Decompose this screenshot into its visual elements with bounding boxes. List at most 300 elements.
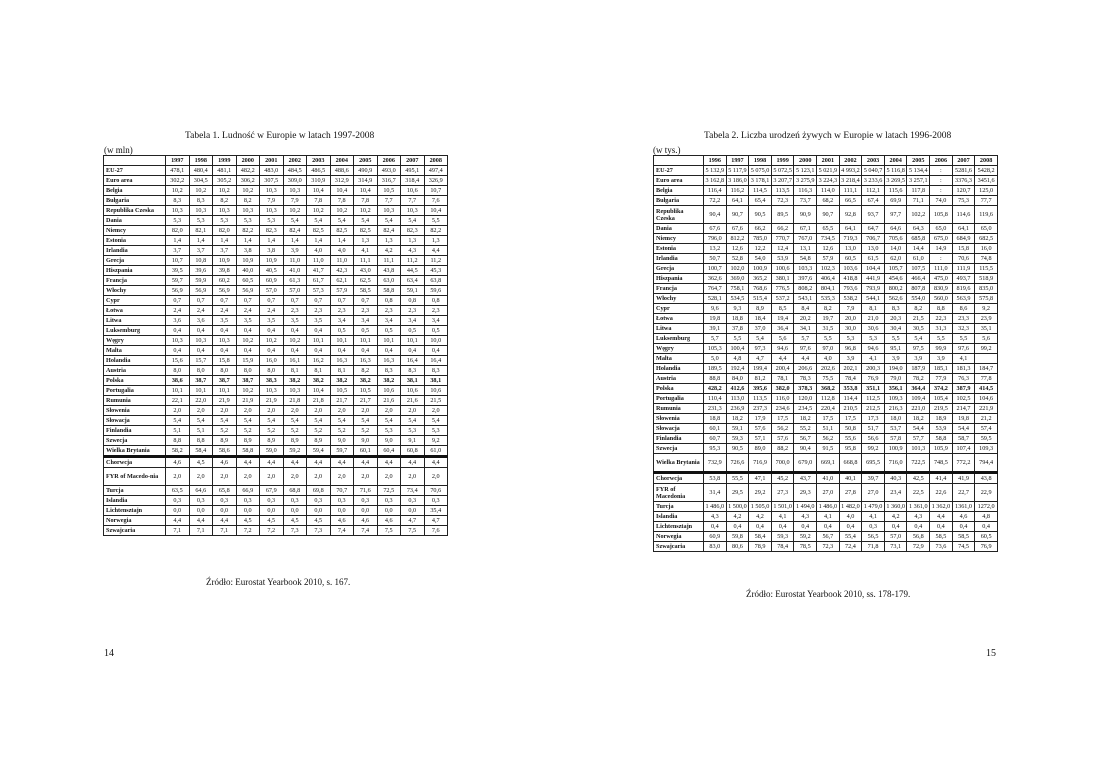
value-cell: 5,7 [794, 334, 817, 344]
value-cell: 8,3 [884, 304, 907, 314]
value-cell: 535,3 [817, 294, 840, 304]
value-cell: 57,6 [771, 434, 794, 444]
value-cell: 53,9 [930, 424, 953, 434]
value-cell: 16,4 [424, 356, 448, 366]
value-cell: 1 500,0 [726, 502, 749, 512]
value-cell: 4,2 [377, 246, 401, 256]
value-cell: 4,1 [771, 512, 794, 522]
table-row [104, 356, 448, 366]
value-cell: 4,3 [704, 512, 727, 522]
value-cell: 0,0 [377, 506, 401, 516]
value-cell: 307,5 [260, 176, 284, 186]
value-cell: 100,9 [884, 444, 907, 454]
value-cell: 3,8 [260, 246, 284, 256]
country-label: Estonia [654, 244, 704, 254]
value-cell: 1,4 [260, 236, 284, 246]
value-cell: 8,9 [307, 436, 331, 446]
value-cell: 719,3 [839, 234, 862, 244]
value-cell: 378,3 [794, 384, 817, 394]
value-cell: 11,2 [401, 256, 425, 266]
value-cell: 59,6 [424, 286, 448, 296]
value-cell: 18,8 [704, 414, 727, 424]
value-cell: 11,1 [377, 256, 401, 266]
value-cell: 58,8 [377, 286, 401, 296]
table-row [654, 444, 998, 454]
value-cell: 35,4 [424, 506, 448, 516]
value-cell: 78,3 [794, 374, 817, 384]
value-cell: 79,0 [884, 374, 907, 384]
value-cell: 10,2 [260, 336, 284, 346]
value-cell: 43,7 [794, 473, 817, 484]
value-cell: 4,4 [189, 516, 213, 526]
value-cell: 10,2 [166, 186, 190, 196]
value-cell: 70,7 [330, 486, 354, 496]
value-cell: 0,4 [817, 522, 840, 532]
value-cell: 105,8 [930, 206, 953, 224]
table-row [654, 324, 998, 334]
value-cell: 10,7 [166, 256, 190, 266]
value-cell: 0,0 [307, 506, 331, 516]
value-cell: 10,4 [307, 186, 331, 196]
value-cell: 0,8 [401, 296, 425, 306]
table-row [104, 196, 448, 206]
value-cell: 58,5 [952, 532, 975, 542]
value-cell: 2,3 [330, 306, 354, 316]
value-cell: 4,2 [884, 512, 907, 522]
value-cell: 14,9 [930, 244, 953, 254]
value-cell: 120,7 [952, 186, 975, 196]
value-cell: 38,6 [166, 376, 190, 386]
value-cell: 544,1 [862, 294, 885, 304]
value-cell: 31,3 [930, 324, 953, 334]
value-cell: 5,6 [975, 334, 998, 344]
value-cell: 14,0 [884, 244, 907, 254]
value-cell: 10,3 [213, 336, 237, 346]
value-cell: 314,9 [354, 176, 378, 186]
value-cell: 5,6 [771, 334, 794, 344]
value-cell: 2,0 [283, 406, 307, 416]
value-cell: 21,7 [354, 396, 378, 406]
value-cell: 5,2 [330, 426, 354, 436]
value-cell: 10,3 [260, 186, 284, 196]
value-cell: 65,0 [975, 224, 998, 234]
value-cell: 4,6 [952, 512, 975, 522]
value-cell: 478,1 [166, 166, 190, 176]
value-cell: 830,9 [930, 284, 953, 294]
country-label: Bułgaria [104, 196, 166, 206]
value-cell: 732,9 [704, 454, 727, 473]
value-cell: 3,5 [307, 316, 331, 326]
value-cell: 0,4 [260, 326, 284, 336]
value-cell: 60,1 [354, 446, 378, 457]
value-cell: 40,0 [236, 266, 260, 276]
value-cell: 65,0 [930, 224, 953, 234]
value-cell: 110,4 [704, 394, 727, 404]
value-cell: 2,0 [377, 468, 401, 486]
value-cell: 4,4 [401, 457, 425, 468]
year-header: 2000 [794, 156, 817, 166]
value-cell: 0,4 [307, 346, 331, 356]
value-cell: 793,6 [839, 284, 862, 294]
value-cell: 181,3 [952, 364, 975, 374]
value-cell: 466,4 [907, 274, 930, 284]
value-cell: : [930, 254, 953, 264]
value-cell: 0,7 [260, 296, 284, 306]
value-cell: 4,7 [401, 516, 425, 526]
value-cell: 56,7 [794, 434, 817, 444]
value-cell: 10,1 [213, 386, 237, 396]
value-cell: 105,3 [704, 344, 727, 354]
value-cell: 17,9 [749, 414, 772, 424]
value-cell: 5,2 [236, 426, 260, 436]
value-cell: 0,4 [189, 326, 213, 336]
value-cell: 5,3 [862, 334, 885, 344]
value-cell: 835,0 [975, 284, 998, 294]
value-cell: 4,4 [330, 457, 354, 468]
value-cell: 55,2 [794, 424, 817, 434]
value-cell: 16,0 [975, 244, 998, 254]
value-cell: 0,0 [260, 506, 284, 516]
value-cell: 414,5 [975, 384, 998, 394]
country-label: Dania [654, 224, 704, 234]
value-cell: 67,6 [704, 224, 727, 234]
value-cell: 65,4 [749, 196, 772, 206]
value-cell: 554,0 [907, 294, 930, 304]
value-cell: 2,0 [283, 468, 307, 486]
value-cell: 8,0 [260, 366, 284, 376]
country-label: Polska [654, 384, 704, 394]
value-cell: 560,0 [930, 294, 953, 304]
country-label: Portugalia [654, 394, 704, 404]
value-cell: 5,5 [424, 216, 448, 226]
value-cell: 72,3 [771, 196, 794, 206]
value-cell: 60,2 [213, 276, 237, 286]
value-cell: 54,4 [907, 424, 930, 434]
value-cell: 8,8 [930, 304, 953, 314]
value-cell: 0,0 [236, 506, 260, 516]
value-cell: 382,0 [771, 384, 794, 394]
value-cell: 706,7 [862, 234, 885, 244]
table-row [654, 244, 998, 254]
country-label: Norwegia [654, 532, 704, 542]
value-cell: 11,1 [354, 256, 378, 266]
value-cell: 316,7 [377, 176, 401, 186]
value-cell: 99,9 [930, 344, 953, 354]
value-cell: 722,5 [907, 454, 930, 473]
value-cell: 21,6 [377, 396, 401, 406]
table-row [654, 176, 998, 186]
value-cell: 69,9 [884, 196, 907, 206]
value-cell: 0,4 [975, 522, 998, 532]
value-cell: 5,4 [189, 416, 213, 426]
value-cell: 10,2 [283, 336, 307, 346]
value-cell: 69,8 [307, 486, 331, 496]
value-cell: 16,4 [401, 356, 425, 366]
value-cell: 669,1 [817, 454, 840, 473]
value-cell: 2,4 [189, 306, 213, 316]
header-corner [104, 156, 166, 166]
value-cell: 82,2 [424, 226, 448, 236]
table-row [654, 334, 998, 344]
value-cell: 8,9 [260, 436, 284, 446]
value-cell: 59,7 [166, 276, 190, 286]
value-cell: 38,1 [401, 376, 425, 386]
value-cell: 38,2 [330, 376, 354, 386]
value-cell: 0,4 [424, 346, 448, 356]
value-cell: 4,5 [236, 516, 260, 526]
country-label: Norwegia [104, 516, 166, 526]
value-cell: 219,5 [930, 404, 953, 414]
value-cell: 0,4 [283, 346, 307, 356]
value-cell: 8,1 [283, 366, 307, 376]
country-label: Niemcy [654, 234, 704, 244]
value-cell: 72,5 [377, 486, 401, 496]
value-cell: 88,8 [704, 374, 727, 384]
year-header: 2008 [975, 156, 998, 166]
value-cell: 15,8 [952, 244, 975, 254]
value-cell: 8,0 [236, 366, 260, 376]
value-cell: 113,5 [749, 394, 772, 404]
value-cell: 71,8 [862, 542, 885, 552]
country-label: Euro area [654, 176, 704, 186]
value-cell: 2,3 [424, 306, 448, 316]
country-label: Węgry [104, 336, 166, 346]
value-cell: 1,3 [401, 236, 425, 246]
value-cell: 537,2 [771, 294, 794, 304]
value-cell: 21,7 [330, 396, 354, 406]
table-row [104, 336, 448, 346]
table-row [104, 506, 448, 516]
value-cell: 0,4 [930, 522, 953, 532]
value-cell: 397,6 [794, 274, 817, 284]
value-cell: 8,9 [749, 304, 772, 314]
value-cell: 7,8 [354, 196, 378, 206]
value-cell: 5,4 [749, 334, 772, 344]
value-cell: 67,6 [726, 224, 749, 234]
value-cell: 73,4 [401, 486, 425, 496]
value-cell: 43,0 [354, 266, 378, 276]
value-cell: 78,9 [749, 542, 772, 552]
table-row [654, 274, 998, 284]
value-cell: 104,6 [975, 394, 998, 404]
value-cell: 82,0 [213, 226, 237, 236]
country-label: Austria [104, 366, 166, 376]
country-label: Bułgaria [654, 196, 704, 206]
value-cell: 5,3 [424, 426, 448, 436]
value-cell: 9,1 [401, 436, 425, 446]
value-cell: 114,4 [839, 394, 862, 404]
country-label: Słowenia [654, 414, 704, 424]
value-cell: 5,3 [189, 216, 213, 226]
value-cell: 27,3 [771, 484, 794, 502]
value-cell: 54,8 [794, 254, 817, 264]
value-cell: 483,0 [260, 166, 284, 176]
year-header: 2005 [354, 156, 378, 166]
value-cell: 57,7 [907, 434, 930, 444]
value-cell: 59,8 [726, 532, 749, 542]
value-cell: 76,9 [862, 374, 885, 384]
value-cell: 192,4 [726, 364, 749, 374]
value-cell: 60,5 [839, 254, 862, 264]
value-cell: 5 134,4 [907, 166, 930, 176]
value-cell: 5 072,5 [771, 166, 794, 176]
value-cell: 58,8 [930, 434, 953, 444]
table-row [104, 406, 448, 416]
value-cell: 8,9 [283, 436, 307, 446]
value-cell: 5,4 [377, 216, 401, 226]
value-cell: 7,1 [166, 526, 190, 536]
table-row [104, 166, 448, 176]
table-row [654, 294, 998, 304]
value-cell: 1,4 [189, 236, 213, 246]
value-cell: 45,3 [424, 266, 448, 276]
value-cell: 105,7 [884, 264, 907, 274]
value-cell: 43,8 [377, 266, 401, 276]
value-cell: 4,6 [330, 516, 354, 526]
value-cell: 11,0 [307, 256, 331, 266]
value-cell: 200,3 [862, 364, 885, 374]
value-cell: 39,1 [704, 324, 727, 334]
value-cell: 8,3 [424, 366, 448, 376]
value-cell: 0,0 [401, 506, 425, 516]
table-row [654, 384, 998, 394]
value-cell: 63,0 [377, 276, 401, 286]
value-cell: 5 075,0 [749, 166, 772, 176]
value-cell: 5 132,9 [704, 166, 727, 176]
value-cell: 18,2 [794, 414, 817, 424]
value-cell: 66,2 [771, 224, 794, 234]
value-cell: 2,0 [401, 468, 425, 486]
value-cell: 2,4 [166, 306, 190, 316]
value-cell: 41,0 [817, 473, 840, 484]
value-cell: 56,9 [213, 286, 237, 296]
value-cell: 92,8 [839, 206, 862, 224]
value-cell: 1 505,0 [749, 502, 772, 512]
value-cell: 770,7 [771, 234, 794, 244]
table-row [654, 364, 998, 374]
value-cell: 60,9 [704, 532, 727, 542]
value-cell: 5,2 [213, 426, 237, 436]
value-cell: 10,8 [189, 256, 213, 266]
value-cell: 202,1 [839, 364, 862, 374]
value-cell: 19,7 [817, 314, 840, 324]
value-cell: 2,0 [354, 406, 378, 416]
value-cell: 13,0 [839, 244, 862, 254]
value-cell: 1 479,0 [862, 502, 885, 512]
value-cell: 21,5 [424, 396, 448, 406]
value-cell: 41,7 [307, 266, 331, 276]
value-cell: 0,3 [166, 496, 190, 506]
value-cell: 0,4 [283, 326, 307, 336]
value-cell: 3,7 [166, 246, 190, 256]
value-cell: 497,4 [424, 166, 448, 176]
table-row [104, 296, 448, 306]
value-cell: 685,8 [907, 234, 930, 244]
value-cell: 21,9 [213, 396, 237, 406]
value-cell: 73,6 [930, 542, 953, 552]
table-row [104, 256, 448, 266]
header-corner [654, 156, 704, 166]
value-cell: 38,1 [424, 376, 448, 386]
value-cell: 454,6 [884, 274, 907, 284]
value-cell: 3,9 [839, 354, 862, 364]
value-cell: 10,1 [166, 386, 190, 396]
value-cell: 5,1 [189, 426, 213, 436]
year-header: 2001 [260, 156, 284, 166]
table-row [654, 502, 998, 512]
table-row [654, 454, 998, 473]
country-label: Łotwa [104, 306, 166, 316]
value-cell: 10,3 [213, 206, 237, 216]
country-label: EU-27 [104, 166, 166, 176]
value-cell: 16,1 [283, 356, 307, 366]
value-cell: 2,0 [307, 468, 331, 486]
value-cell: 10,2 [354, 206, 378, 216]
value-cell: 56,7 [817, 532, 840, 542]
value-cell: 22,6 [930, 484, 953, 502]
value-cell: 21,0 [862, 314, 885, 324]
value-cell: 42,3 [330, 266, 354, 276]
country-label: Luksemburg [104, 326, 166, 336]
value-cell: 40,3 [884, 473, 907, 484]
value-cell: 29,3 [794, 484, 817, 502]
value-cell: 7,6 [424, 196, 448, 206]
value-cell: 10,1 [401, 336, 425, 346]
value-cell: 2,0 [189, 468, 213, 486]
value-cell: 17,3 [862, 414, 885, 424]
value-cell: 34,1 [794, 324, 817, 334]
value-cell: 4,4 [424, 246, 448, 256]
value-cell: 684,9 [952, 234, 975, 244]
value-cell: 184,7 [975, 364, 998, 374]
value-cell: 0,7 [307, 296, 331, 306]
value-cell: 2,3 [354, 306, 378, 316]
value-cell: 74,0 [930, 196, 953, 206]
value-cell: 57,9 [817, 254, 840, 264]
value-cell: 5,3 [377, 426, 401, 436]
table-row [654, 196, 998, 206]
country-label: Słowenia [104, 406, 166, 416]
value-cell: 39,7 [862, 473, 885, 484]
value-cell: 55,6 [839, 434, 862, 444]
year-header: 2005 [907, 156, 930, 166]
value-cell: 734,5 [817, 234, 840, 244]
value-cell: 0,0 [189, 506, 213, 516]
value-cell: 10,9 [260, 256, 284, 266]
value-cell: 13,0 [862, 244, 885, 254]
value-cell: 22,5 [907, 484, 930, 502]
year-header: 2003 [862, 156, 885, 166]
country-label: Hiszpania [654, 274, 704, 284]
value-cell: 37,0 [749, 324, 772, 334]
table-row [104, 346, 448, 356]
value-cell: 8,1 [862, 304, 885, 314]
value-cell: 21,5 [907, 314, 930, 324]
value-cell: 8,5 [771, 304, 794, 314]
value-cell: 5,3 [401, 426, 425, 436]
value-cell: 109,3 [884, 394, 907, 404]
value-cell: 515,4 [749, 294, 772, 304]
value-cell: 95,8 [839, 444, 862, 454]
value-cell: 0,3 [354, 496, 378, 506]
value-cell: 0,0 [354, 506, 378, 516]
country-label: Luksemburg [654, 334, 704, 344]
value-cell: 109,3 [975, 444, 998, 454]
value-cell: 0,4 [354, 346, 378, 356]
value-cell: 5428,2 [975, 166, 998, 176]
value-cell: 0,7 [189, 296, 213, 306]
value-cell: 60,8 [401, 446, 425, 457]
